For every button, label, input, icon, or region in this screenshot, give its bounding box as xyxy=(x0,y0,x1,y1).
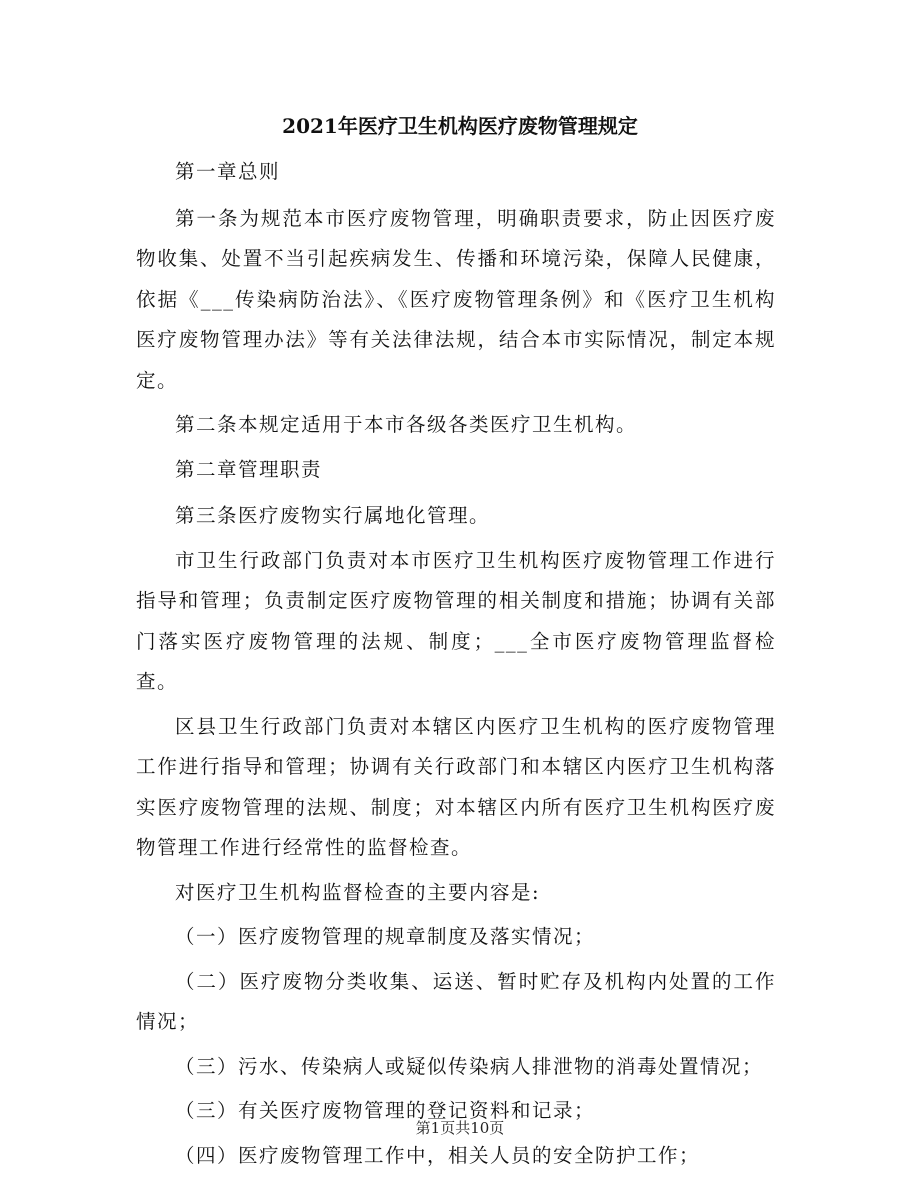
paragraph: 市卫生行政部门负责对本市医疗卫生机构医疗废物管理工作进行指导和管理；负责制定医疗废物管理的相关制度和措施；协调有关部门落实医疗废物管理的法规、制度；___全市医疗废物管理监督检查。 xyxy=(136,548,776,693)
document-title: 2021年医疗卫生机构医疗废物管理规定 xyxy=(282,114,638,138)
paragraph: 区县卫生行政部门负责对本辖区内医疗卫生机构的医疗废物管理工作进行指导和管理；协调有关行政部门和本辖区内医疗卫生机构落实医疗废物管理的法规、制度；对本辖区内所有医疗卫生机构医疗废物管理工作进行经常性的监督检查。 xyxy=(136,714,776,859)
document-body xyxy=(136,152,776,1180)
page-number-footer: 第1页共10页 xyxy=(415,1119,505,1137)
list-item: （二）医疗废物分类收集、运送、暂时贮存及机构内处置的工作情况； xyxy=(136,969,776,1033)
chapter-heading: 第一章总则 xyxy=(175,160,281,183)
paragraph: 对医疗卫生机构监督检查的主要内容是: xyxy=(175,880,541,904)
list-item: （三）有关医疗废物管理的登记资料和记录； xyxy=(175,1099,596,1122)
paragraph: 第一条为规范本市医疗废物管理，明确职责要求，防止因医疗废物收集、处置不当引起疾病发生、传播和环境污染，保障人民健康，依据《___传染病防治法》、《医疗废物管理条例》和《医疗卫生机构医疗废物管理办法》等有关法律法规，结合本市实际情况，制定本规定。 xyxy=(136,206,776,392)
list-item: （一）医疗废物管理的规章制度及落实情况； xyxy=(175,925,596,948)
list-item: （四）医疗废物管理工作中，相关人员的安全防护工作； xyxy=(175,1143,701,1167)
paragraph: 第三条医疗废物实行属地化管理。 xyxy=(175,504,491,527)
paragraph: 第二条本规定适用于本市各级各类医疗卫生机构。 xyxy=(175,413,638,436)
list-item: （三）污水、传染病人或疑似传染病人排泄物的消毒处置情况； xyxy=(175,1054,764,1078)
chapter-heading: 第二章管理职责 xyxy=(175,457,323,481)
